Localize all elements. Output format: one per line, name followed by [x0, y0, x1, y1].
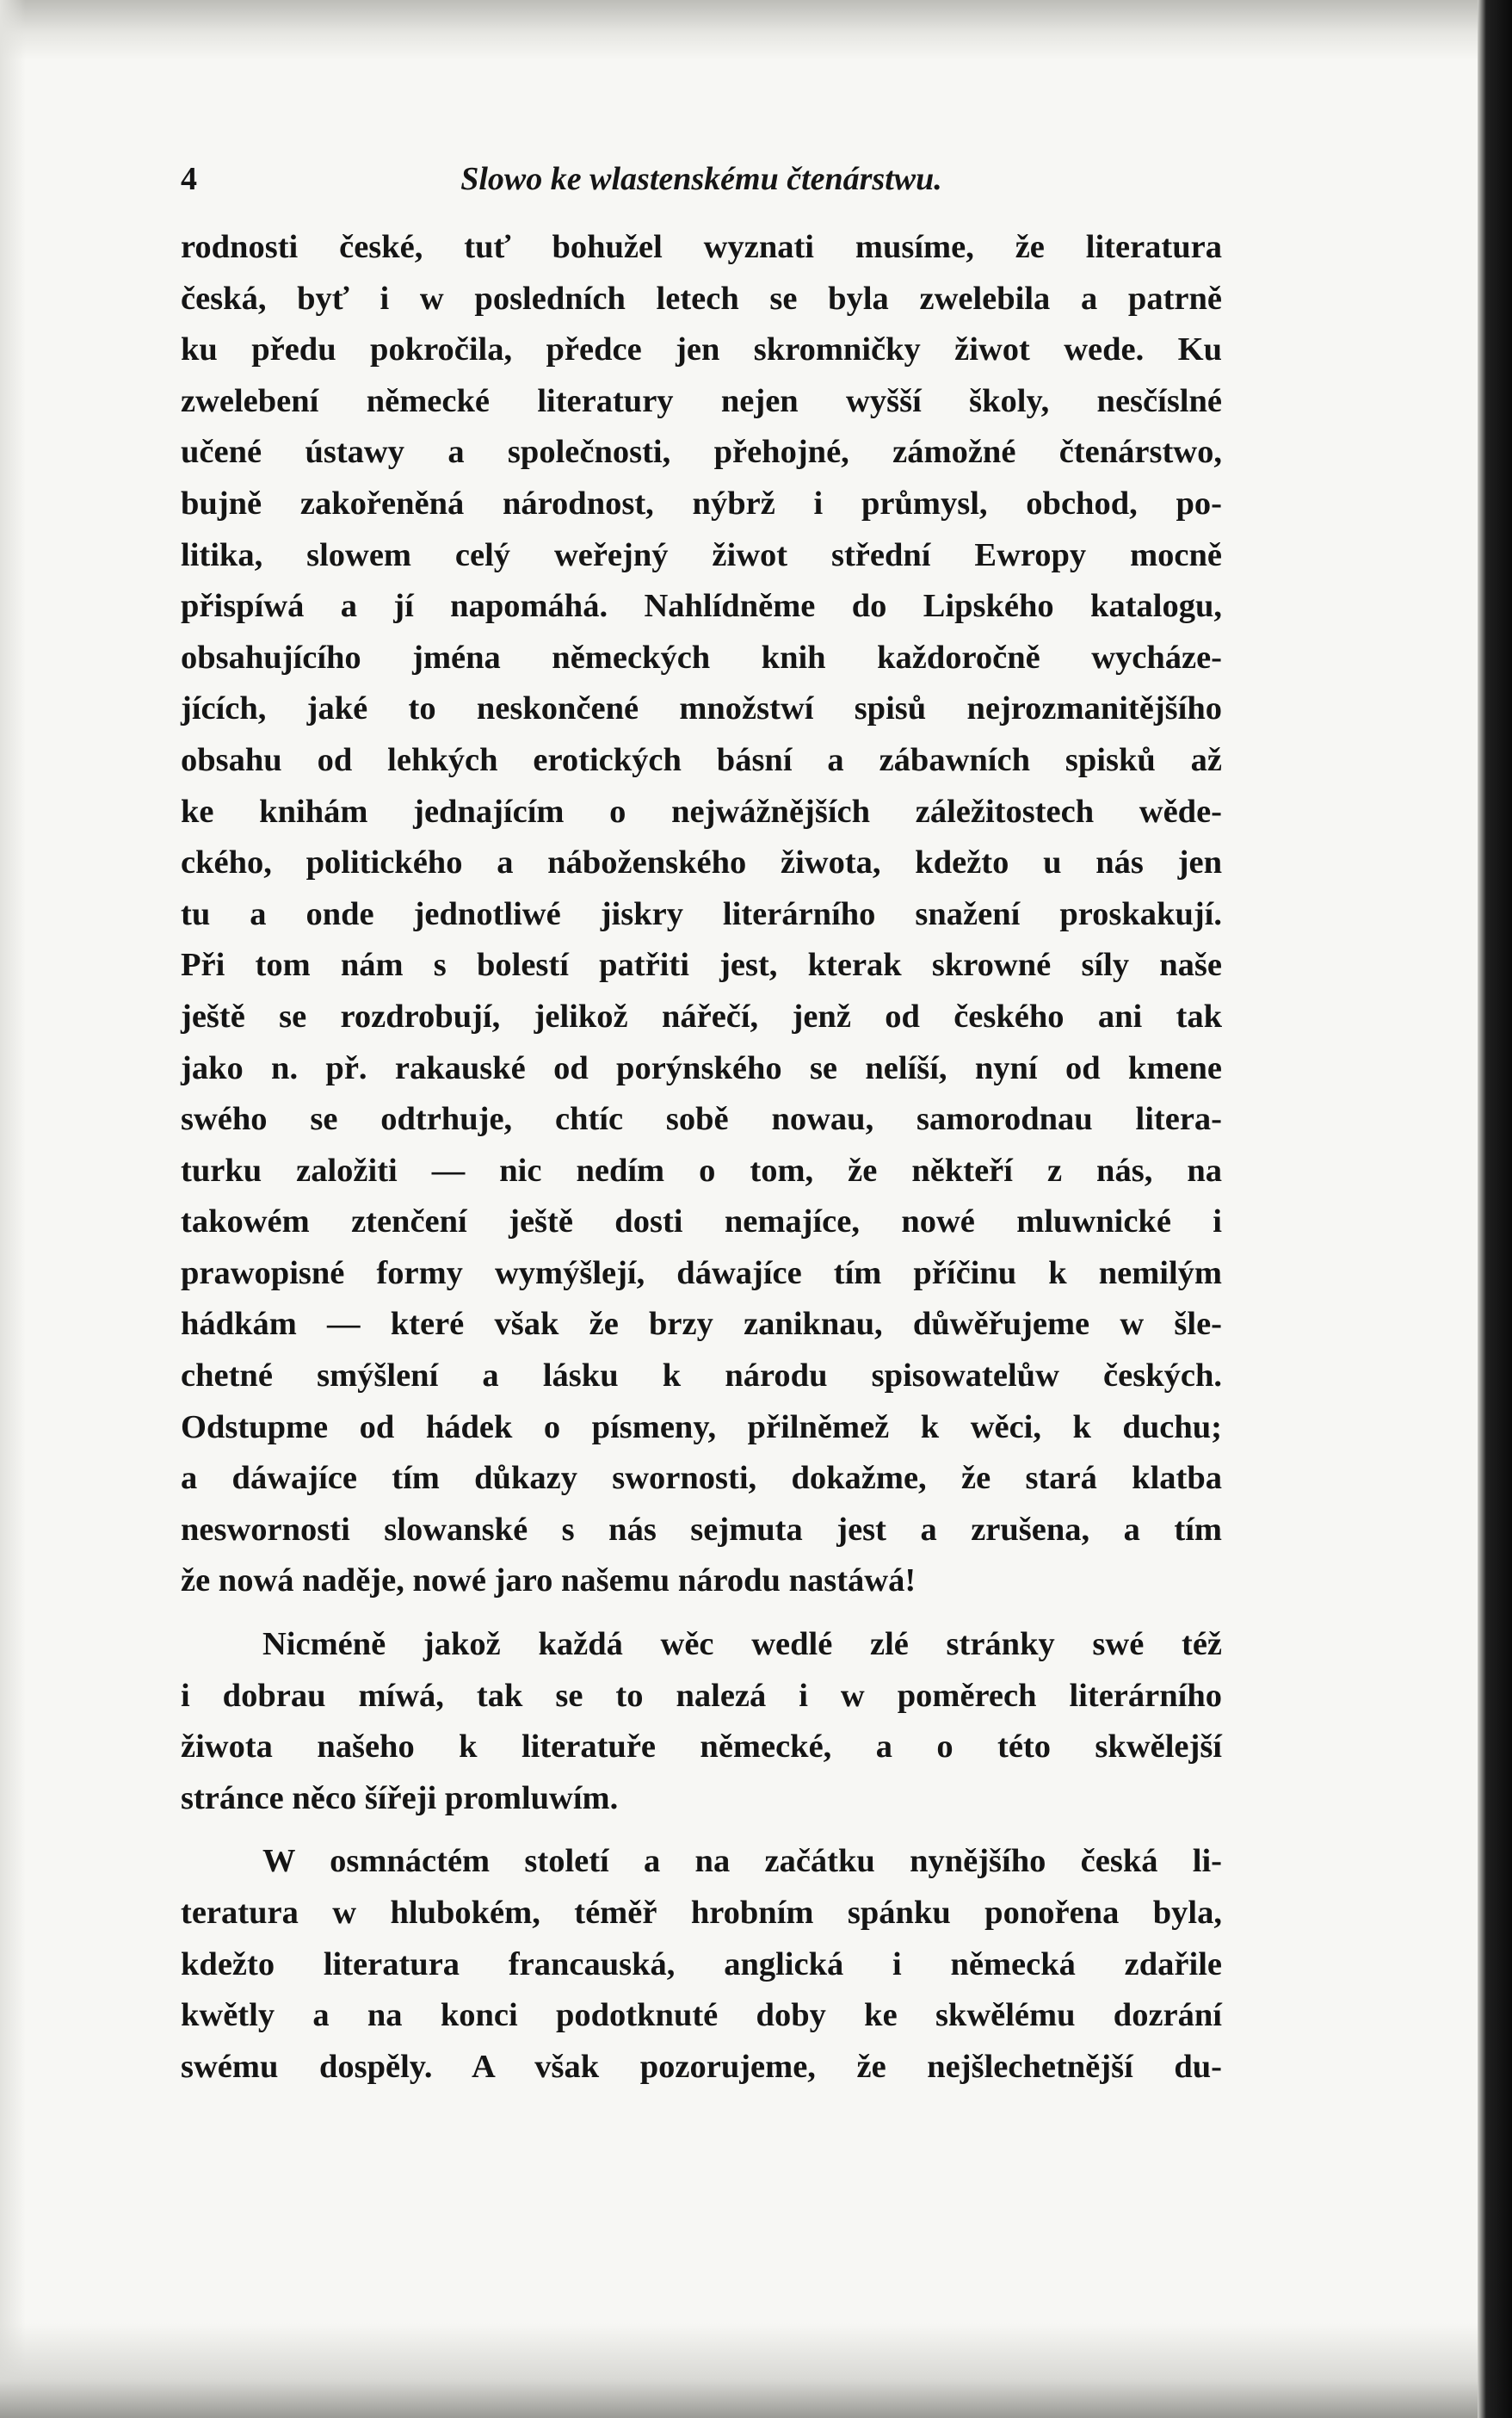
running-title: Slowo ke wlastenskému čtenárstwu. — [460, 161, 942, 197]
text-line: obsahu od lehkých erotických básní a zábawních spisků až — [181, 741, 1222, 778]
text-line: přispíwá a jí napomáhá. Nahlídněme do Lipského katalogu, — [181, 588, 1222, 625]
text-line: jako n. př. rakauské od porýnského se nelíší, nyní od kmene — [181, 1049, 1222, 1086]
text-line: jících, jaké to neskončené množstwí spisů nejrozmanitějšího — [181, 690, 1222, 727]
text-line: bujně zakořeněná národnost, nýbrž i průmysl, obchod, po- — [181, 485, 1222, 522]
scan-edge-top — [0, 0, 1512, 60]
scan-edge-left — [0, 0, 26, 2418]
text-line: a dáwajíce tím důkazy swornosti, dokažme, že stará klatba — [181, 1460, 1222, 1497]
text-line: stránce něco šířeji promluwím. — [181, 1779, 619, 1816]
text-line: kdežto literatura francauská, anglická i německá zdařile — [181, 1945, 1222, 1982]
text-line: swého se odtrhuje, chtíc sobě nowau, samorodnau litera- — [181, 1101, 1222, 1138]
text-line: Odstupme od hádek o písmeny, přilněmež k wěci, k duchu; — [181, 1408, 1222, 1445]
scan-edge-right — [1478, 0, 1512, 2418]
text-line: W osmnáctém století a na začátku nynějšího česká li- — [262, 1843, 1222, 1880]
text-line: učené ústawy a společnosti, přehojné, zámožné čtenárstwo, — [181, 434, 1222, 471]
paragraph — [181, 222, 1222, 1607]
text-line: obsahujícího jména německých knih každoročně wycháze- — [181, 639, 1222, 676]
scan-edge-bottom — [0, 2323, 1512, 2418]
page-header — [181, 153, 1222, 205]
text-line: ke knihám jednajícím o nejwážnějších záležitostech wěde- — [181, 793, 1222, 830]
text-line: česká, byť i w posledních letech se byla zwelebila a patrně — [181, 280, 1222, 317]
text-line: zwelebení německé literatury nejen wyšší školy, nesčíslné — [181, 382, 1222, 419]
text-line: žiwota našeho k literatuře německé, a o této skwělejší — [181, 1728, 1222, 1766]
paragraph-gap — [181, 1607, 1222, 1619]
text-line: hádkám — které však že brzy zaniknau, důwěřujeme w šle- — [181, 1306, 1222, 1343]
paragraph — [181, 1836, 1222, 2093]
page-number: 4 — [181, 161, 197, 197]
text-line: Při tom nám s bolestí patřiti jest, kterak skrowné síly naše — [181, 947, 1222, 984]
text-line: takowém ztenčení ještě dosti nemajíce, nowé mluwnické i — [181, 1203, 1222, 1240]
text-line: ještě se rozdrobují, jelikož nářečí, jenž od českého ani tak — [181, 998, 1222, 1035]
text-line: ku předu pokročila, předce jen skromničky žiwot wede. Ku — [181, 331, 1222, 368]
text-line: kwětly a na konci podotknuté doby ke skwělému dozrání — [181, 1997, 1222, 2034]
text-line: litika, slowem celý weřejný žiwot střední Ewropy mocně — [181, 536, 1222, 573]
text-line: ckého, politického a náboženského žiwota, kdežto u nás jen — [181, 844, 1222, 881]
text-line: swému dospěly. A však pozorujeme, že nejšlechetnější du- — [181, 2048, 1222, 2085]
paragraph-gap — [181, 1824, 1222, 1836]
text-line: Nicméně jakož každá wěc wedlé zlé stránky swé též — [262, 1626, 1222, 1663]
paragraph — [181, 1619, 1222, 1824]
text-line: teratura w hlubokém, téměř hrobním spánku ponořena byla, — [181, 1895, 1222, 1931]
text-line: neswornosti slowanské s nás sejmuta jest a zrušena, a tím — [181, 1511, 1222, 1548]
text-line: turku založiti — nic nedím o tom, že někteří z nás, na — [181, 1152, 1222, 1189]
text-line: i dobrau míwá, tak se to nalezá i w poměrech literárního — [181, 1677, 1222, 1714]
text-line: že nowá naděje, nowé jaro našemu národu nastáwá! — [181, 1562, 916, 1599]
text-line: prawopisné formy wymýšlejí, dáwajíce tím příčinu k nemilým — [181, 1254, 1222, 1291]
text-line: chetné smýšlení a lásku k národu spisowatelůw českých. — [181, 1357, 1222, 1395]
body-text — [181, 222, 1222, 2093]
text-line: rodnosti české, tuť bohužel wyznati musíme, že literatura — [181, 229, 1222, 265]
text-line: tu a onde jednotliwé jiskry literárního snažení proskakují. — [181, 895, 1222, 932]
